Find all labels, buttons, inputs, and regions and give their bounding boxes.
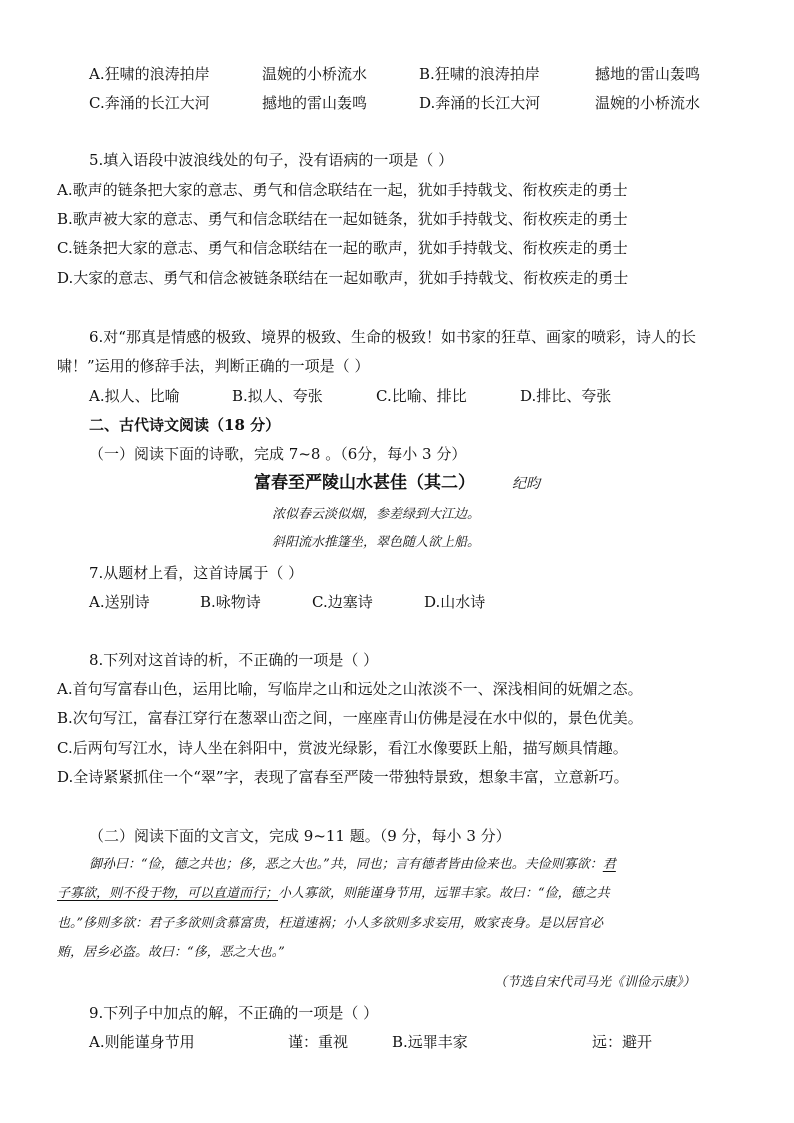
q9-option-b-answer: 远：避开: [592, 1033, 653, 1051]
q4-option-a-part2: 温婉的小桥流水: [262, 65, 368, 83]
q7-option-b: B.咏物诗: [200, 593, 261, 611]
q9-option-b: B.远罪丰家: [392, 1033, 468, 1051]
prose-line2-underlined: 子寡欲，则不役于物，可以直道而行；: [57, 886, 279, 901]
q5-stem: 5.填入语段中波浪线处的句子，没有语病的一项是（ ）: [89, 151, 454, 169]
q8-option-b: B.次句写江，富春江穿行在葱翠山峦之间，一座座青山仿佛是浸在水中似的，景色优美。: [57, 709, 643, 727]
q4-option-b-part1: B.狂啸的浪涛拍岸: [419, 65, 540, 83]
prose-line1: [89, 855, 616, 875]
q9-stem: 9.下列子中加点的解，不正确的一项是（ ）: [89, 1004, 379, 1022]
q5-option-c: C.链条把大家的意志、勇气和信念联结在一起的歌声，犹如手持戟戈、衔枚疾走的勇士: [57, 239, 628, 257]
prose-line1-underlined: 君: [602, 857, 616, 872]
q9-option-a: A.则能谨身节用: [89, 1033, 195, 1051]
q4-option-d-part2: 温婉的小桥流水: [595, 94, 701, 112]
q5-option-b: B.歌声被大家的意志、勇气和信念联结在一起如链条，犹如手持戟戈、衔枚疾走的勇士: [57, 210, 628, 228]
q6-stem-line1: 6.对“那真是情感的极致、境界的极致、生命的极致！如书家的狂草、画家的喷彩，诗人的长: [89, 328, 696, 346]
part2-intro: （二）阅读下面的文言文，完成 9~11 题。（9 分，每小 3 分）: [89, 827, 511, 845]
q7-stem: 7.从题材上看，这首诗属于（ ）: [89, 564, 304, 582]
q9-option-a-answer: 谨：重视: [288, 1033, 349, 1051]
prose-line4: 贿，居乡必盗。故曰：“侈，恶之大也。”: [57, 945, 285, 960]
poem-author: 纪昀: [512, 476, 540, 492]
q6-option-a: A.拟人、比喻: [89, 387, 180, 405]
poem-line2: 斜阳流水推篷坐，翠色随人欲上船。: [272, 535, 481, 550]
prose-line2: [57, 884, 610, 904]
q6-option-b: B.拟人、夸张: [232, 387, 323, 405]
q8-stem: 8.下列对这首诗的析，不正确的一项是（ ）: [89, 651, 379, 669]
q8-option-c: C.后两句写江水，诗人坐在斜阳中，赏波光绿影，看江水像要跃上船，描写颇具情趣。: [57, 739, 628, 757]
q7-option-c: C.边塞诗: [312, 593, 373, 611]
prose-line1-text: 御孙曰：“俭，德之共也；侈，恶之大也。”共，同也；言有德者皆由俭来也。夫俭则寡欲：: [89, 857, 603, 872]
prose-line3: 也。”侈则多欲：君子多欲则贪慕富贵，枉道速祸；小人多欲则多求妄用，败家丧身。是以居官必: [57, 916, 604, 931]
poem-title: 富春至严陵山水甚佳（其二）: [254, 473, 475, 493]
q7-option-a: A.送别诗: [89, 593, 150, 611]
q4-option-a-part1: A.狂啸的浪涛拍岸: [89, 65, 210, 83]
part1-intro: （一）阅读下面的诗歌，完成 7~8 。（6分，每小 3 分）: [89, 445, 467, 463]
q4-option-c-part2: 撼地的雷山轰鸣: [262, 94, 368, 112]
q4-option-b-part2: 撼地的雷山轰鸣: [595, 65, 701, 83]
q8-option-a: A.首句写富春山色，运用比喻，写临岸之山和远处之山浓淡不一、深浅相间的妩媚之态。: [57, 680, 643, 698]
section2-heading: 二、古代诗文阅读（18 分）: [89, 416, 281, 434]
q6-option-c: C.比喻、排比: [376, 387, 467, 405]
q4-option-c-part1: C.奔涌的长江大河: [89, 94, 210, 112]
q4-option-d-part1: D.奔涌的长江大河: [419, 94, 541, 112]
prose-line2-text: 小人寡欲，则能谨身节用，远罪丰家。故曰：“俭，德之共: [278, 886, 610, 901]
poem-line1: 浓似春云淡似烟，参差绿到大江边。: [272, 507, 481, 522]
q5-option-d: D.大家的意志、勇气和信念被链条联结在一起如歌声，犹如手持戟戈、衔枚疾走的勇士: [57, 269, 629, 287]
q7-option-d: D.山水诗: [424, 593, 486, 611]
q8-option-d: D.全诗紧紧抓住一个“翠”字，表现了富春至严陵一带独特景致，想象丰富，立意新巧。: [57, 768, 629, 786]
q6-stem-line2: 啸！”运用的修辞手法，判断正确的一项是（ ）: [57, 357, 370, 375]
q5-option-a: A.歌声的链条把大家的意志、勇气和信念联结在一起，犹如手持戟戈、衔枚疾走的勇士: [57, 181, 628, 199]
q6-option-d: D.排比、夸张: [520, 387, 612, 405]
prose-source: （节选自宋代司马光《训俭示康》）: [494, 975, 696, 990]
